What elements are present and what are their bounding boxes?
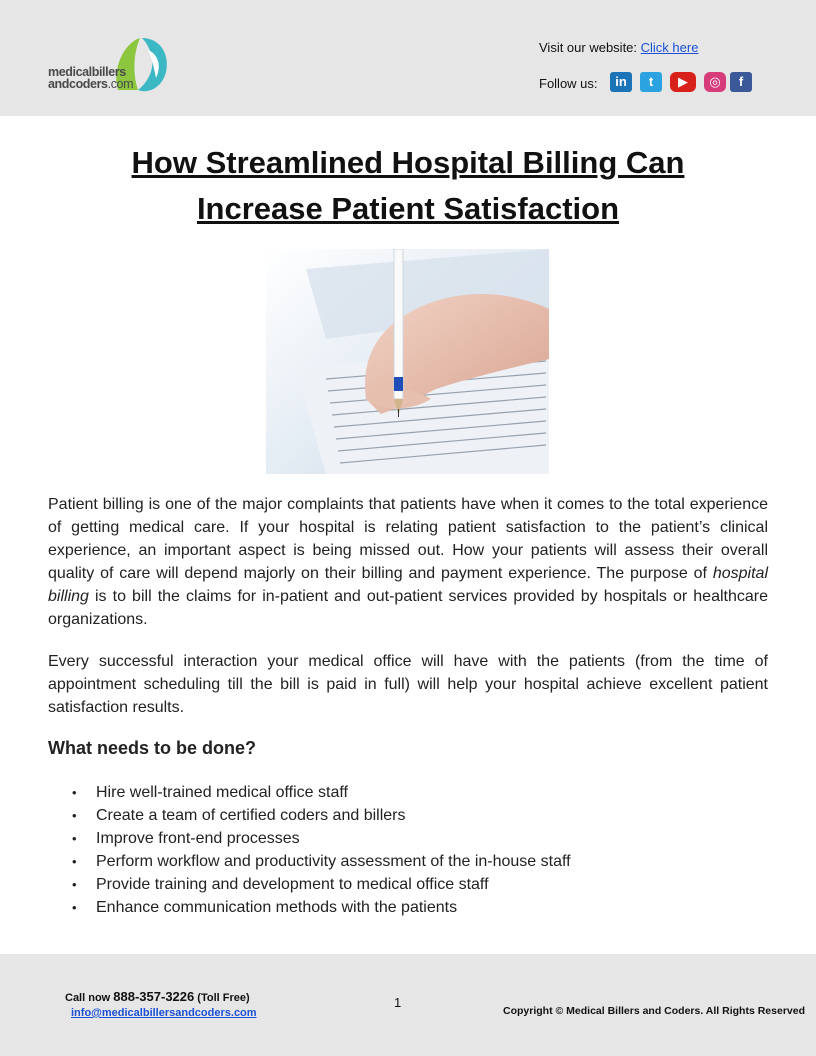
list-item: • Provide training and development to medical office staff	[48, 873, 571, 896]
toll-free-label: (Toll Free)	[194, 992, 250, 1004]
copyright-text: Copyright © Medical Billers and Coders. All Rights Reserved	[503, 1005, 805, 1017]
visit-label: Visit our website:	[539, 40, 641, 55]
website-link[interactable]: Click here	[640, 40, 699, 55]
paragraph-1-end: is to bill the claims for in-patient and out-patient services provided by hospitals or healthcare organizations.	[48, 588, 768, 628]
youtube-icon[interactable]: ▶	[670, 72, 696, 92]
call-now	[65, 989, 250, 1004]
follow-label: Follow us:	[539, 76, 598, 91]
logo-line2: andcoders	[48, 77, 108, 91]
action-list	[48, 781, 571, 919]
page-header	[0, 0, 816, 116]
company-logo[interactable]	[48, 32, 178, 98]
list-item: • Create a team of certified coders and billers	[48, 804, 571, 827]
title-line-2: Increase Patient Satisfaction	[196, 191, 620, 226]
paragraph-1	[48, 493, 768, 631]
twitter-icon[interactable]: t	[640, 72, 662, 92]
hospital-billing-emphasis: hospital billing	[48, 565, 768, 605]
facebook-icon[interactable]: f	[730, 72, 752, 92]
title-line-1: How Streamlined Hospital Billing Can	[131, 145, 685, 180]
call-prefix: Call now	[65, 992, 114, 1004]
phone-number[interactable]: 888-357-3226	[113, 989, 195, 1004]
paragraph-1-start: Patient billing is one of the major complaints that patients have when it comes to the total experience of getting medical care. If your hospital is relating patient satisfaction to the patient’s clinical experience, an important aspect is being missed out. How your patients will assess their overall quality of care will depend majorly on their billing and payment experience. The purpose of	[48, 496, 768, 582]
billing-photo	[266, 249, 549, 474]
logo-line1: medicalbillers	[48, 65, 126, 79]
visit-website	[539, 40, 698, 55]
instagram-icon[interactable]: ◎	[704, 72, 726, 92]
list-item: • Improve front-end processes	[48, 827, 571, 850]
list-item: • Enhance communication methods with the patients	[48, 896, 571, 919]
linkedin-icon[interactable]: in	[610, 72, 632, 92]
page-title	[0, 140, 816, 232]
list-item: • Hire well-trained medical office staff	[48, 781, 571, 804]
email-link[interactable]: info@medicalbillersandcoders.com	[71, 1007, 257, 1019]
logo-suffix: .com	[107, 77, 134, 91]
paragraph-2: Every successful interaction your medical office will have with the patients (from the time of appointment scheduling till the bill is paid in full) will help your hospital achieve excellent patient satisfaction results.	[48, 653, 768, 716]
page-footer	[0, 954, 816, 1056]
logo-text	[48, 66, 133, 90]
page-number: 1	[394, 995, 402, 1010]
section-heading: What needs to be done?	[48, 738, 257, 758]
list-item: • Perform workflow and productivity assessment of the in-house staff	[48, 850, 571, 873]
